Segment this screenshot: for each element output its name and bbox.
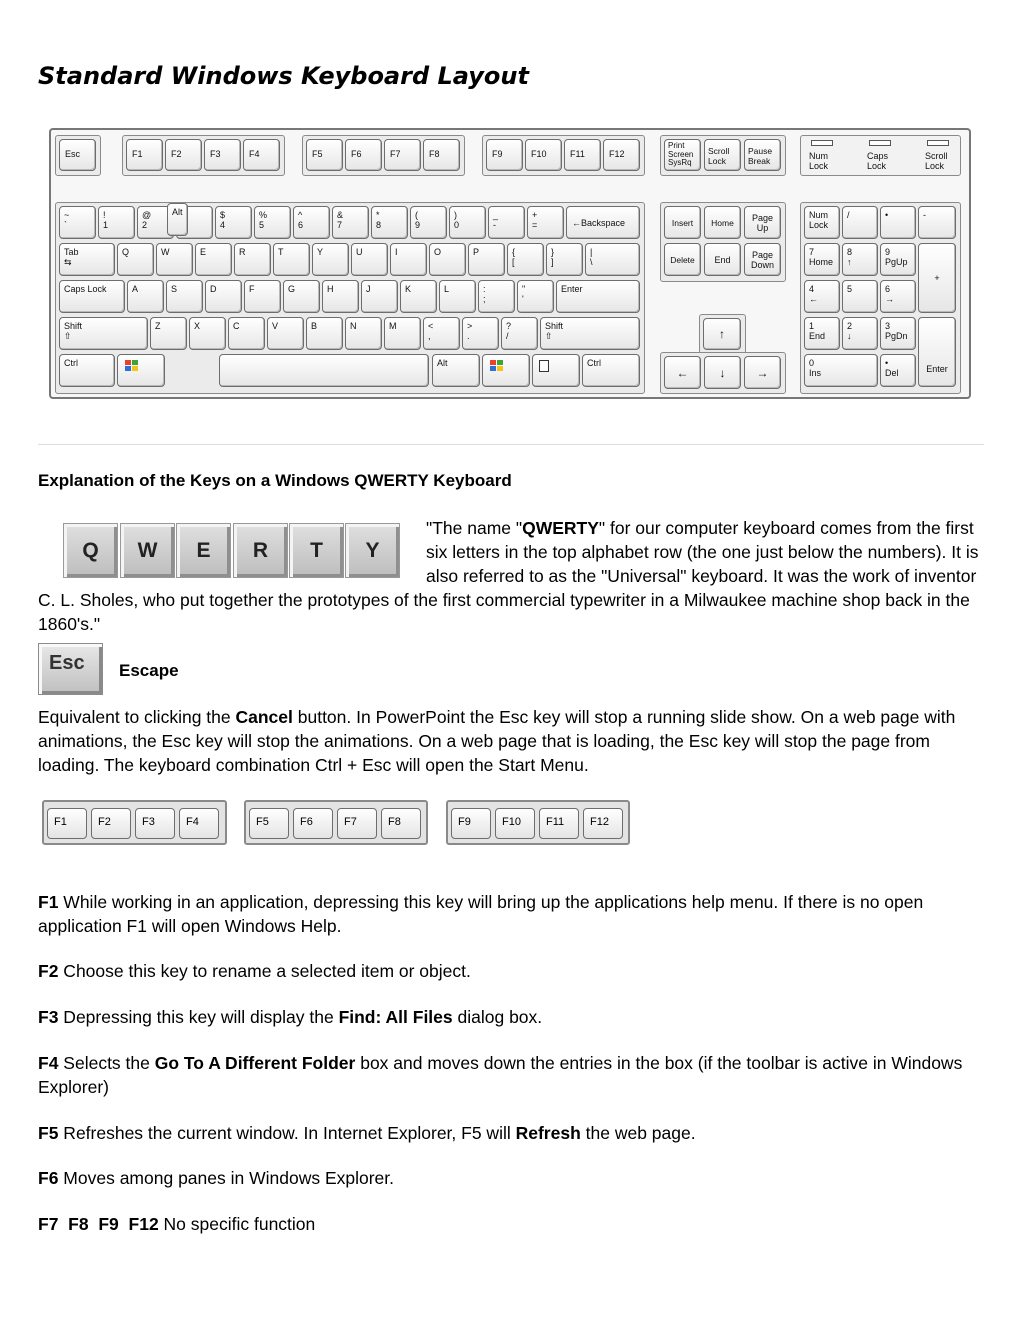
key-s: S [166, 280, 203, 313]
key-minus: _ - [488, 206, 525, 239]
key-5: % 5 [254, 206, 291, 239]
key-u: U [351, 243, 388, 276]
key-1: ! 1 [98, 206, 135, 239]
key-scroll-lock: Scroll Lock [704, 139, 741, 171]
key-numpad-3: 3 PgDn [880, 317, 916, 350]
f5-text-a: Refreshes the current window. In Internet Explorer, F5 will [58, 1123, 516, 1143]
key-ctrl-right: Ctrl [582, 354, 640, 387]
strip-key-f9: F9 [451, 808, 491, 839]
qwerty-key-y: Y [345, 523, 400, 578]
key-c: C [228, 317, 265, 350]
function-group-1 [122, 135, 285, 176]
key-x: X [189, 317, 226, 350]
caps-lock-light [869, 140, 891, 146]
strip-key-f5: F5 [249, 808, 289, 839]
key-9: ( 9 [410, 206, 447, 239]
key-menu [532, 354, 580, 387]
function-group-2 [302, 135, 465, 176]
key-comma: < , [423, 317, 460, 350]
key-page-up: Page Up [744, 206, 781, 239]
key-numpad-multiply: • [880, 206, 916, 239]
key-shift-left: Shift ⇧ [59, 317, 148, 350]
key-alt-right: Alt [432, 354, 480, 387]
f5-label: F5 [38, 1123, 59, 1143]
qwerty-key-w: W [120, 523, 175, 578]
key-numpad-2: 2 ↓ [842, 317, 878, 350]
key-v: V [267, 317, 304, 350]
f4-folder-bold: Go To A Different Folder [154, 1053, 356, 1073]
escape-description [38, 705, 986, 777]
key-quote: " ' [517, 280, 554, 313]
scroll-lock-light [927, 140, 949, 146]
qwerty-quote-rest: " for our computer keyboard comes from the first six letters in the top alphabet row (the one just below the numbers). It is also referred to as the "Universal" keyboard. It was the work of inventor C. L. Sholes, who put together the prototypes of the first commercial typewriter in a Milwaukee machine shop back in the 1860's." [38, 518, 979, 634]
f3-label: F3 [38, 1007, 59, 1027]
key-tilde: ~ ` [59, 206, 96, 239]
f3-find-bold: Find: All Files [338, 1007, 453, 1027]
key-ctrl-left: Ctrl [59, 354, 115, 387]
key-o: O [429, 243, 466, 276]
function-group-3 [482, 135, 645, 176]
key-r: R [234, 243, 271, 276]
key-arrow-left: ← [664, 356, 701, 389]
f4-label: F4 [38, 1053, 59, 1073]
key-arrow-down: ↓ [704, 356, 741, 389]
key-numpad-plus: + [918, 243, 956, 313]
key-f6: F6 [345, 139, 382, 171]
key-slash: ? / [501, 317, 538, 350]
key-f5: F5 [306, 139, 343, 171]
fkey-strip-group-3 [446, 800, 630, 845]
key-j: J [361, 280, 398, 313]
windows-logo-green [497, 360, 503, 365]
key-numpad-minus: - [918, 206, 956, 239]
key-pause-break: Pause Break [744, 139, 781, 171]
windows-logo-green [132, 360, 138, 365]
key-f9: F9 [486, 139, 523, 171]
key-g: G [283, 280, 320, 313]
strip-key-f12: F12 [583, 808, 623, 839]
key-numpad-7: 7 Home [804, 243, 840, 276]
windows-logo-yellow [132, 366, 138, 371]
key-shift-right: Shift ⇧ [540, 317, 640, 350]
windows-logo-icon [490, 360, 503, 371]
key-numpad-0: 0 Ins [804, 354, 878, 387]
strip-key-f1: F1 [47, 808, 87, 839]
key-y: Y [312, 243, 349, 276]
key-numpad-8: 8 ↑ [842, 243, 878, 276]
f1-description [38, 890, 986, 938]
key-e: E [195, 243, 232, 276]
key-6: ^ 6 [293, 206, 330, 239]
qwerty-key-r: R [233, 523, 288, 578]
f2-description [38, 959, 986, 983]
key-f1: F1 [126, 139, 163, 171]
escape-text-a: Equivalent to clicking the [38, 707, 236, 727]
key-i: I [390, 243, 427, 276]
f3-text-a: Depressing this key will display the [58, 1007, 339, 1027]
key-backspace: ←Backspace [566, 206, 640, 239]
key-l: L [439, 280, 476, 313]
strip-key-f7: F7 [337, 808, 377, 839]
num-lock-light [811, 140, 833, 146]
fkey-strip-group-1 [42, 800, 227, 845]
f4-description [38, 1051, 986, 1099]
key-numpad-decimal: • Del [880, 354, 916, 387]
f2-label: F2 [38, 961, 59, 981]
f7-f12-description [38, 1212, 986, 1236]
key-f12: F12 [603, 139, 640, 171]
key-b: B [306, 317, 343, 350]
key-numpad-4: 4 ← [804, 280, 840, 313]
escape-text-b: button. In PowerPoint the Esc key will stop a running slide show. On a web page with animations, the Esc key will stop the animations. On a web page that is loading, the Esc key will stop the page from loading. The keyboard combination Ctrl + Esc will open the Start Menu. [38, 707, 956, 775]
key-alt-left: Alt [167, 203, 188, 236]
f8-label: F8 [68, 1214, 89, 1234]
keyboard-diagram [49, 128, 971, 399]
strip-key-f3: F3 [135, 808, 175, 839]
f9-label: F9 [98, 1214, 119, 1234]
num-lock-label: Num Lock [809, 151, 829, 171]
arrow-up-group [699, 314, 746, 354]
key-period: > . [462, 317, 499, 350]
key-end: End [704, 243, 741, 276]
key-home: Home [704, 206, 741, 239]
arrow-keys-group [660, 352, 786, 394]
key-windows-left [117, 354, 165, 387]
key-f10: F10 [525, 139, 562, 171]
strip-key-f4: F4 [179, 808, 219, 839]
key-q: Q [117, 243, 154, 276]
key-backslash: | \ [585, 243, 640, 276]
key-f8: F8 [423, 139, 460, 171]
f4-text-b: box and moves down the entries in the box (if the toolbar is active in Windows Explorer) [38, 1053, 963, 1097]
f-none-text: No specific function [158, 1214, 316, 1234]
key-equals: + = [527, 206, 564, 239]
key-left-bracket: { [ [507, 243, 544, 276]
key-numpad-6: 6 → [880, 280, 916, 313]
windows-logo-blue [490, 366, 496, 371]
strip-key-f6: F6 [293, 808, 333, 839]
key-page-down: Page Down [744, 243, 781, 276]
key-f4: F4 [243, 139, 280, 171]
f5-description [38, 1121, 986, 1145]
f7-label: F7 [38, 1214, 59, 1234]
key-numpad-9: 9 PgUp [880, 243, 916, 276]
key-f2: F2 [165, 139, 202, 171]
key-d: D [205, 280, 242, 313]
f3-description [38, 1005, 986, 1029]
f6-text: Moves among panes in Windows Explorer. [58, 1168, 395, 1188]
key-arrow-up: ↑ [703, 318, 741, 350]
menu-icon [539, 360, 549, 372]
key-0: ) 0 [449, 206, 486, 239]
lock-lights-panel [800, 135, 961, 176]
f4-text-a: Selects the [58, 1053, 155, 1073]
key-numpad-1: 1 End [804, 317, 840, 350]
key-2: @ 2 [137, 206, 174, 239]
key-insert: Insert [664, 206, 701, 239]
key-f7: F7 [384, 139, 421, 171]
key-p: P [468, 243, 505, 276]
section-title: Explanation of the Keys on a Windows QWERTY Keyboard [38, 471, 512, 490]
key-num-lock: Num Lock [804, 206, 840, 239]
windows-logo-icon [125, 360, 138, 371]
system-keys-group [660, 135, 786, 176]
key-right-bracket: } ] [546, 243, 583, 276]
key-enter: Enter [556, 280, 640, 313]
strip-key-f8: F8 [381, 808, 421, 839]
navigation-keys-group [660, 202, 786, 282]
f5-refresh-bold: Refresh [515, 1123, 581, 1143]
key-tab: Tab ⇆ [59, 243, 115, 276]
qwerty-word: QWERTY [522, 518, 599, 538]
key-a: A [127, 280, 164, 313]
key-4: $ 4 [215, 206, 252, 239]
qwerty-key-q: Q [63, 523, 118, 578]
caps-lock-label: Caps Lock [867, 151, 889, 171]
key-space [219, 354, 429, 387]
key-k: K [400, 280, 437, 313]
qwerty-quote-open: "The name " [426, 518, 523, 538]
section-divider [38, 444, 984, 445]
esc-key-image: Esc [38, 643, 103, 695]
qwerty-key-t: T [289, 523, 344, 578]
key-z: Z [150, 317, 187, 350]
key-f: F [244, 280, 281, 313]
f5-text-b: the web page. [580, 1123, 696, 1143]
main-key-block [55, 202, 645, 394]
escape-cancel-bold: Cancel [235, 707, 293, 727]
fkey-strip-group-2 [244, 800, 428, 845]
key-8: * 8 [371, 206, 408, 239]
key-7: & 7 [332, 206, 369, 239]
f6-label: F6 [38, 1168, 59, 1188]
f6-description [38, 1166, 986, 1190]
numeric-keypad [800, 202, 961, 394]
key-numpad-enter: Enter [918, 317, 956, 387]
strip-key-f11: F11 [539, 808, 579, 839]
key-windows-right [482, 354, 530, 387]
key-f11: F11 [564, 139, 601, 171]
key-f3: F3 [204, 139, 241, 171]
f2-text: Choose this key to rename a selected item or object. [58, 961, 471, 981]
key-delete: Delete [664, 243, 701, 276]
key-n: N [345, 317, 382, 350]
key-arrow-right: → [744, 356, 781, 389]
windows-logo-red [490, 360, 496, 365]
key-semicolon: : ; [478, 280, 515, 313]
f1-label: F1 [38, 892, 59, 912]
key-caps-lock: Caps Lock [59, 280, 125, 313]
esc-group [55, 135, 101, 176]
escape-heading: Escape [119, 661, 179, 680]
page-title: Standard Windows Keyboard Layout [38, 62, 529, 90]
scroll-lock-label: Scroll Lock [925, 151, 948, 171]
f1-text: While working in an application, depressing this key will bring up the applications help menu. If there is no open application F1 will open Windows Help. [38, 892, 924, 936]
strip-key-f10: F10 [495, 808, 535, 839]
f12-label: F12 [128, 1214, 159, 1234]
key-numpad-divide: / [842, 206, 878, 239]
key-t: T [273, 243, 310, 276]
key-w: W [156, 243, 193, 276]
key-numpad-5: 5 [842, 280, 878, 313]
strip-key-f2: F2 [91, 808, 131, 839]
windows-logo-blue [125, 366, 131, 371]
key-m: M [384, 317, 421, 350]
windows-logo-yellow [497, 366, 503, 371]
key-h: H [322, 280, 359, 313]
key-print-screen: Print Screen SysRq [664, 139, 701, 171]
qwerty-key-e: E [176, 523, 231, 578]
qwerty-keys-image [63, 523, 400, 578]
windows-logo-red [125, 360, 131, 365]
key-esc: Esc [59, 139, 96, 171]
f3-text-b: dialog box. [452, 1007, 543, 1027]
